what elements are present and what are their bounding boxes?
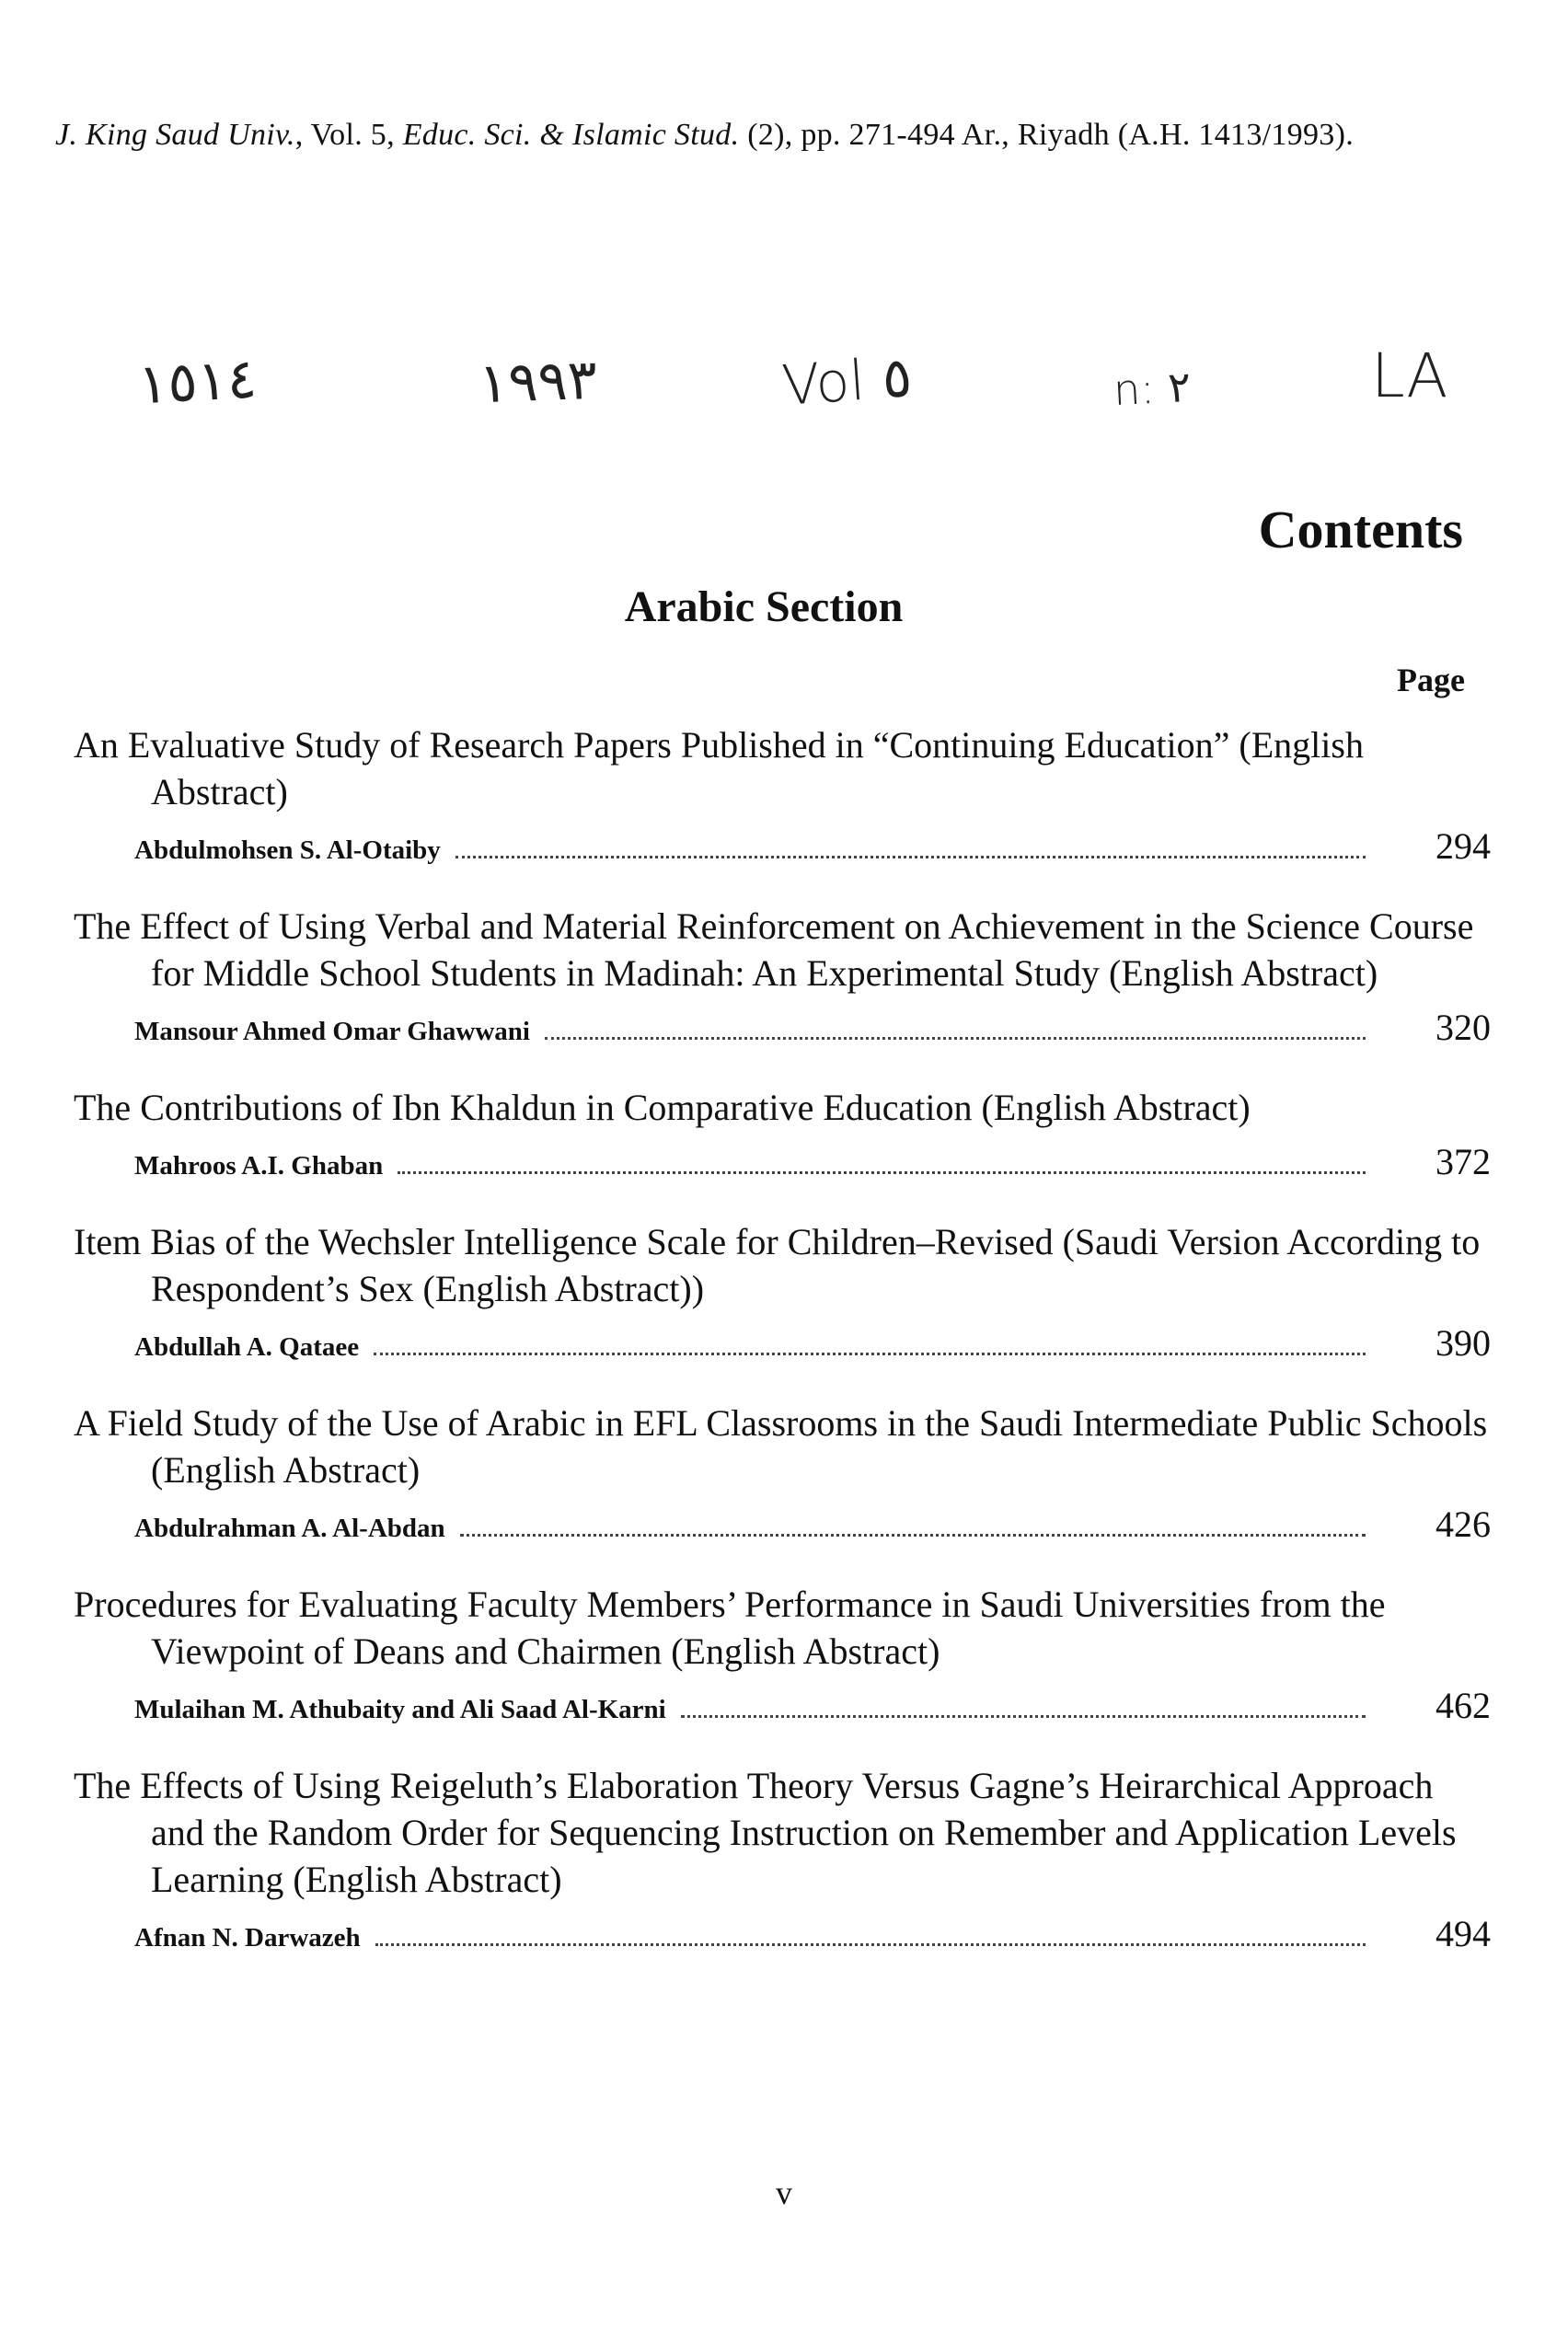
journal-details: (2), pp. 271-494 Ar., Riyadh (A.H. 1413/1993). [739,118,1354,152]
dot-leader [455,856,1366,858]
section-title: Arabic Section [624,582,904,631]
entry-page-number: 390 [1435,1322,1491,1364]
entry-page-number: 320 [1435,1007,1491,1048]
contents-title: Contents [1258,500,1463,559]
entry-author-line [74,824,1491,868]
dot-leader [681,1715,1366,1718]
entry-author-line [74,1912,1491,1955]
toc-entry [74,903,1491,1049]
entry-page-number: 462 [1435,1685,1491,1726]
journal-name: J. King Saud Univ. [55,118,295,152]
entry-title: Procedures for Evaluating Faculty Members’ Performance in Saudi Universities from the Viewpoint of Deans and Chairmen (English Abstract) [74,1584,1386,1672]
toc-entry [74,721,1491,868]
entry-page-number: 372 [1435,1141,1491,1182]
handwritten-note-2: ١٩٩٣ [477,347,599,417]
toc-entry [74,1581,1491,1727]
entry-page-number: 294 [1435,825,1491,867]
handwritten-note-1: ١٥١٤ [136,346,259,418]
journal-volume: , Vol. 5, [294,118,403,152]
table-of-contents [74,721,1491,1990]
handwritten-note-3: Vol ٥ [779,345,915,419]
entry-author: Mansour Ahmed Omar Ghawwani [134,1017,530,1046]
journal-series: Educ. Sci. & Islamic Stud. [402,118,740,152]
entry-title: The Contributions of Ibn Khaldun in Comparative Education (English Abstract) [74,1087,1251,1128]
entry-author: Abdullah A. Qataee [134,1332,360,1362]
entry-author: Abdulrahman A. Al-Abdan [134,1514,445,1543]
entry-title: The Effect of Using Verbal and Material Reinforcement on Achievement in the Science Course for Middle School Students in Madinah: An Experimental Study (English Abstract) [74,905,1474,994]
page-column-header: Page [1397,662,1465,698]
entry-author-line [74,1684,1491,1727]
toc-entry [74,1218,1491,1365]
dot-leader [375,1943,1366,1946]
entry-author-line [74,1006,1491,1049]
journal-header [55,118,1509,153]
dot-leader [398,1171,1366,1174]
entry-author: Mulaihan M. Athubaity and Ali Saad Al-Karni [134,1695,666,1724]
entry-author: Abdulmohsen S. Al-Otaiby [134,835,441,865]
dot-leader [374,1353,1366,1355]
entry-author-line [74,1321,1491,1365]
handwritten-note-5: LA [1371,340,1448,411]
handwritten-note-4: n: ٢ [1112,361,1193,416]
entry-author: Mahroos A.I. Ghaban [134,1151,384,1181]
dot-leader [460,1534,1366,1537]
entry-title: A Field Study of the Use of Arabic in EFL Classrooms in the Saudi Intermediate Public Schools (English Abstract) [74,1402,1488,1491]
dot-leader [545,1037,1366,1040]
entry-author-line [74,1140,1491,1183]
entry-title: The Effects of Using Reigeluth’s Elaboration Theory Versus Gagne’s Heirarchical Approach and the Random Order for Sequencing Instruction on Remember and Application Levels Learning (English Abstract) [74,1765,1457,1900]
entry-title: Item Bias of the Wechsler Intelligence Scale for Children–Revised (Saudi Version According to Respondent’s Sex (English Abstract)) [74,1221,1481,1309]
entry-page-number: 494 [1435,1913,1491,1954]
entry-title: An Evaluative Study of Research Papers Published in “Continuing Education” (English Abstract) [74,724,1364,812]
toc-entry [74,1084,1491,1183]
toc-entry [74,1762,1491,1955]
entry-author-line [74,1503,1491,1546]
entry-page-number: 426 [1435,1503,1491,1545]
footer-page-number: v [776,2174,792,2211]
toc-entry [74,1400,1491,1546]
entry-author: Afnan N. Darwazeh [134,1923,361,1953]
